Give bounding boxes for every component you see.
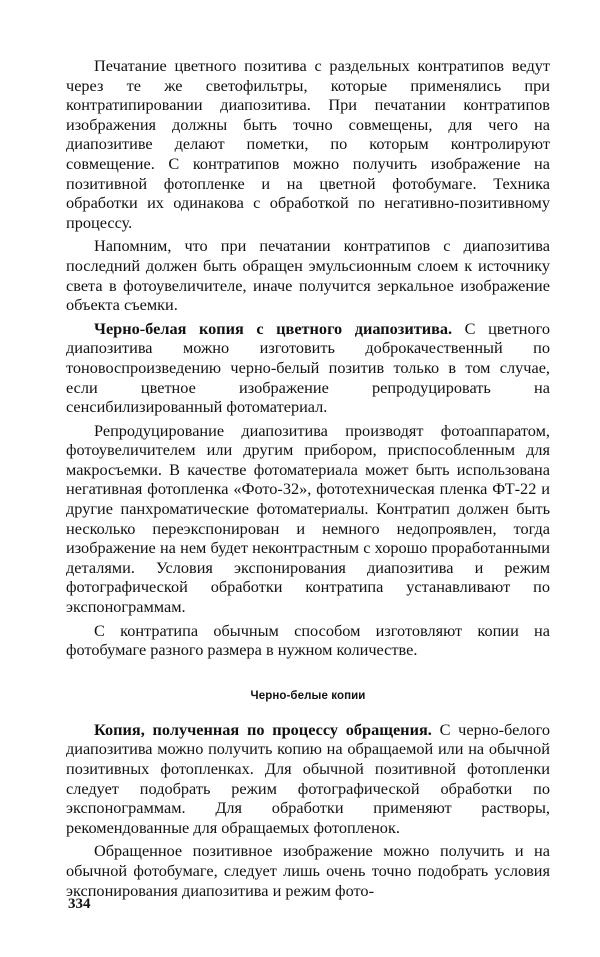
paragraph-3 — [66, 319, 550, 417]
paragraph-4 — [66, 421, 550, 617]
paragraph-3-lead: Черно-белая копия с цветного диапозитива. — [94, 318, 453, 338]
paragraph-6-text: С черно-белого диапозитива можно получить копию на обращаемой или на обычной позитивных фотопленках. Для обычной позитивной фотопленки следует подобрать режим фотографической обработки по экспонограммам. Для обработки применяют растворы, рекомендованные для обращаемых фотопленок. — [66, 719, 550, 837]
paragraph-2 — [66, 236, 550, 314]
page-body — [66, 56, 550, 900]
paragraph-4-text: Репродуцирование диапозитива производят фотоаппаратом, фотоувеличителем или другим прибором, приспособленным для макросъемки. В качестве фотоматериала может быть использована негативная фотопленка «Фото-32», фототехническая пленка ФТ-22 и другие панхроматические фотоматериалы. Контратип должен быть несколько переэкспонирован и немного недопроявлен, тогда изображение на нем будет неконтрастным с хорошо проработанными деталями. Условия экспонирования диапозитива и режим фотографической обработки контратипа устанавливают по экспонограммам. — [66, 420, 550, 617]
paragraph-3-text: С цветного диапозитива можно изготовить доброкачественный по тоновоспроизведению черно-белый позитив только в том случае, если цветное изображение репродуцировать на сенсибилизированный фотоматериал. — [66, 318, 550, 417]
page-number: 334 — [68, 896, 91, 912]
paragraph-2-text: Напомним, что при печатании контратипов с диапозитива последний должен быть обращен эмульсионным слоем к источнику света в фотоувеличителе, иначе получится зеркальное изображение объекта съемки. — [66, 236, 550, 315]
section-heading: Черно-белые копии — [250, 689, 366, 702]
paragraph-5-text: С контратипа обычным способом изготовляют копии на фотобумаге разного размера в нужном количестве. — [66, 620, 550, 660]
paragraph-7-text: Обращенное позитивное изображение можно получить и на обычной фотобумаге, следует лишь очень точно подобрать условия экспонирования диапозитива и режим фото- — [66, 841, 550, 900]
paragraph-6-lead: Копия, полученная по процессу обращения. — [94, 719, 432, 739]
paragraph-1 — [66, 56, 550, 232]
paragraph-1-text: Печатание цветного позитива с раздельных контратипов ведут через те же светофильтры, которые применялись при контратипировании диапозитива. При печатании контратипов изображения должны быть точно совмещены, для чего на диапозитиве делают пометки, по которым контролируют совмещение. С контратипов можно получить изображение на позитивной фотопленке и на цветной фотобумаге. Техника обработки их одинакова с обработкой по негативно-позитивному процессу. — [66, 56, 550, 232]
paragraph-6 — [66, 720, 550, 838]
paragraph-7 — [66, 841, 550, 900]
paragraph-5 — [66, 621, 550, 660]
